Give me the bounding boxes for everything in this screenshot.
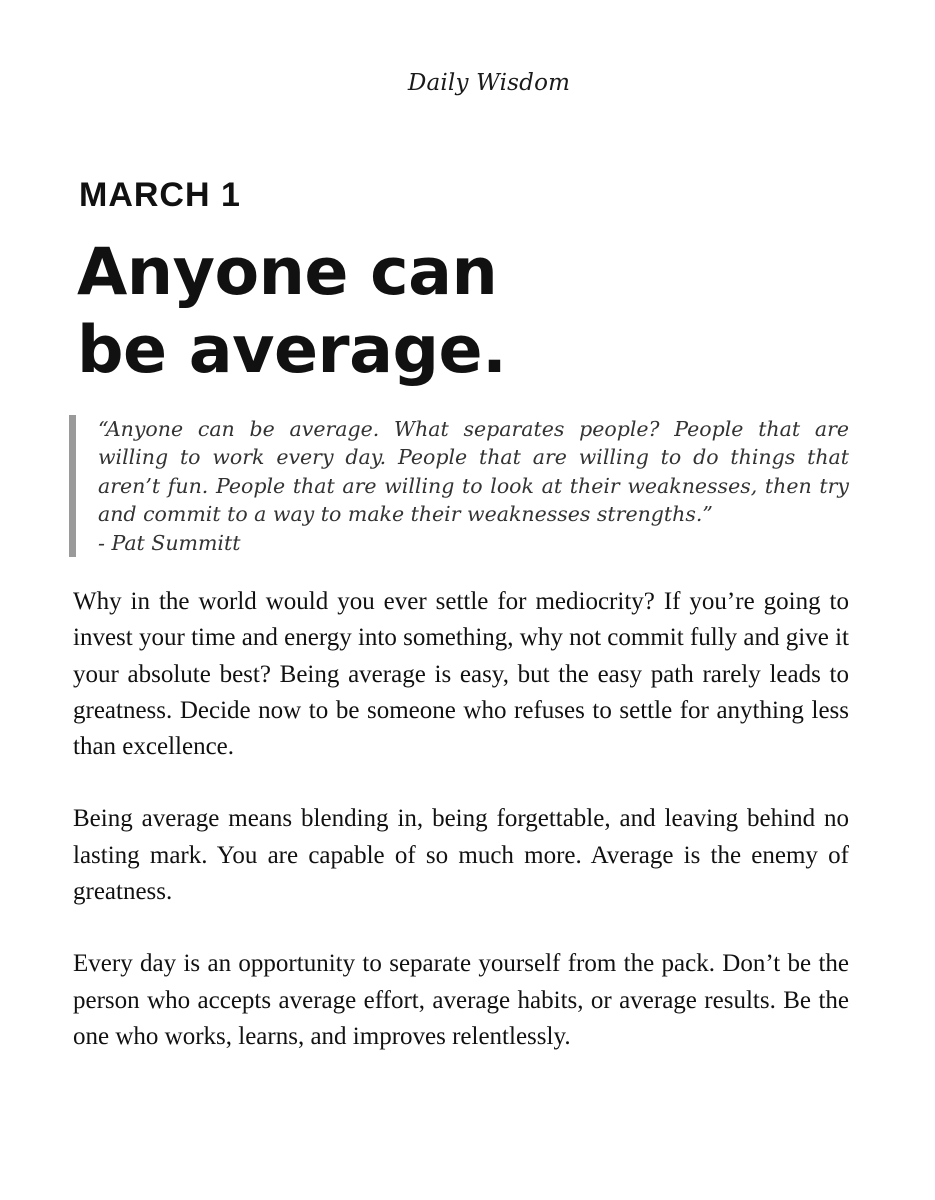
entry-title bbox=[77, 234, 637, 390]
quote-attribution: - Pat Summitt bbox=[98, 530, 241, 555]
entry-title-line-2: be average. bbox=[77, 313, 507, 388]
running-header: Daily Wisdom bbox=[407, 70, 571, 96]
entry-title-line-1: Anyone can bbox=[77, 235, 498, 310]
body-paragraph-1: Why in the world would you ever settle for mediocrity? If you’re going to invest your time and energy into something, why not commit fully and give it your absolute best? Being average is easy, but the easy path rarely leads to greatness. Decide now to be someone who refuses to settle for anything less than excellence. bbox=[73, 588, 849, 761]
body-paragraph-2: Being average means blending in, being forgettable, and leaving behind no lasting mark. You are capable of so much more. Average is the enemy of greatness. bbox=[73, 805, 849, 906]
entry-date: MARCH 1 bbox=[79, 176, 241, 214]
entry-body bbox=[73, 584, 849, 1091]
body-paragraph-3: Every day is an opportunity to separate yourself from the pack. Don’t be the person who accepts average effort, average habits, or average results. Be the one who works, learns, and improves relentlessly. bbox=[73, 950, 849, 1050]
pull-quote bbox=[69, 415, 849, 557]
quote-text: “Anyone can be average. What separates people? People that are willing to work every day. People that are willing to do things that aren’t fun. People that are willing to look at their weaknesses, then try and commit to a way to make their weaknesses strengths.” bbox=[98, 417, 849, 527]
